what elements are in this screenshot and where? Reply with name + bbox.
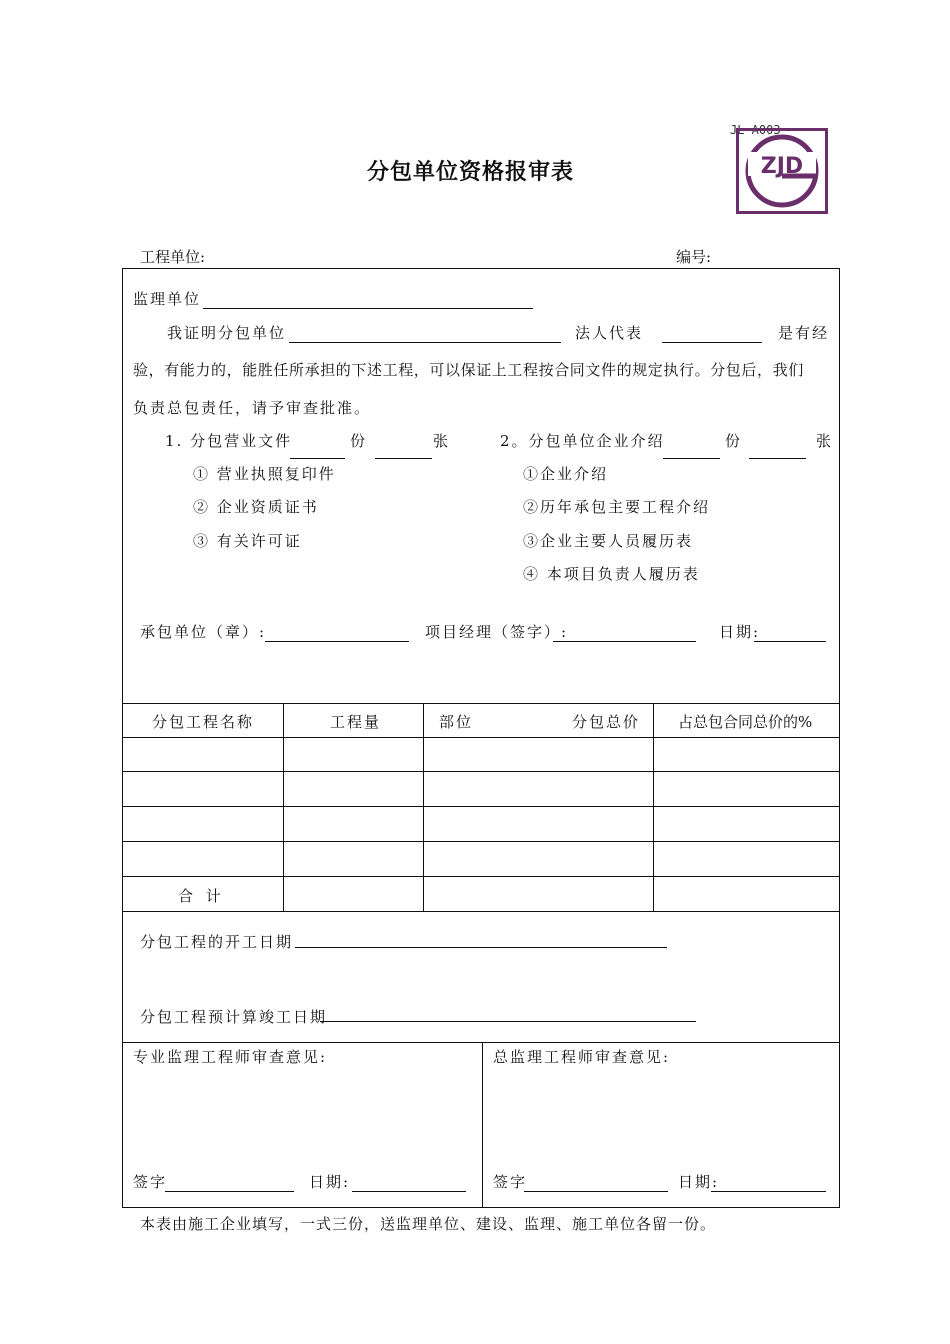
table-total-label: 合 计 (178, 887, 225, 905)
specialist-date-field[interactable] (352, 1191, 466, 1192)
item1-copies-unit: 份 (350, 432, 366, 450)
zjd-logo-icon (736, 128, 828, 214)
list-item: ③企业主要人员履历表 (523, 532, 694, 550)
certify-label: 我证明分包单位 (167, 324, 287, 342)
table-column-divider (423, 703, 424, 911)
project-unit-label: 工程单位: (140, 248, 206, 266)
item2-copies-unit: 份 (725, 432, 741, 450)
review-top-border (122, 1042, 840, 1043)
list-item: ①企业介绍 (523, 465, 609, 483)
paragraph-line-2: 验，有能力的，能胜任所承担的下述工程，可以保证上工程按合同文件的规定执行。分包后，我们 (133, 361, 804, 379)
page-title: 分包单位资格报审表 (367, 160, 575, 185)
item2-copies-field[interactable] (663, 458, 720, 459)
table-header-cell: 分包工程名称 (152, 713, 255, 731)
table-top-border (122, 703, 840, 704)
chief-date-field[interactable] (711, 1191, 826, 1192)
footnote: 本表由施工企业填写，一式三份，送监理单位、建设、监理、施工单位各留一份。 (140, 1215, 717, 1233)
contractor-seal-label: 承包单位（章）: (140, 623, 267, 641)
table-row-border (122, 771, 840, 772)
review-column-divider (482, 1042, 483, 1208)
contractor-seal-field[interactable] (265, 641, 409, 642)
specialist-sign-field[interactable] (165, 1191, 294, 1192)
table-header-bottom-border (122, 737, 840, 738)
legal-rep-field[interactable] (662, 342, 762, 343)
chief-date-label: 日期: (678, 1173, 720, 1191)
document-code: JL-A003 (730, 123, 781, 137)
chief-sign-label: 签字 (493, 1173, 528, 1191)
table-header-cell: 分包总价 (572, 713, 641, 731)
specialist-sign-label: 签字 (133, 1173, 168, 1191)
table-row-border (122, 806, 840, 807)
legal-rep-label: 法人代表 (575, 324, 644, 342)
table-row-border (122, 876, 840, 877)
end-date-field[interactable] (320, 1021, 696, 1022)
list-item: ① 营业执照复印件 (193, 465, 336, 483)
paragraph-line-3: 负责总包责任，请予审查批准。 (133, 399, 372, 417)
table-bottom-border (122, 911, 840, 912)
specialist-date-label: 日期: (309, 1173, 351, 1191)
table-row-border (122, 841, 840, 842)
item2-sheets-field[interactable] (749, 458, 806, 459)
supervision-unit-label: 监理单位 (133, 290, 202, 308)
end-date-label: 分包工程预计算竣工日期 (140, 1008, 328, 1026)
pm-sign-label: 项目经理（签字）: (425, 623, 569, 641)
table-header-cell: 工程量 (330, 713, 382, 731)
list-item: ② 企业资质证书 (193, 498, 319, 516)
item1-sheets-field[interactable] (375, 458, 432, 459)
chief-sign-field[interactable] (524, 1191, 668, 1192)
table-column-divider (653, 703, 654, 911)
item2-sheets-unit: 张 (816, 432, 832, 450)
table-header-cell: 部位 (439, 713, 474, 731)
list-item: ③ 有关许可证 (193, 532, 302, 550)
chief-review-label: 总监理工程师审查意见: (493, 1048, 671, 1066)
table-column-divider (283, 703, 284, 911)
serial-number-label: 编号: (676, 248, 712, 266)
item1-label: 1. 分包营业文件 (165, 432, 293, 450)
pm-sign-field[interactable] (553, 641, 696, 642)
list-item: ④ 本项目负责人履历表 (523, 565, 700, 583)
has-experience-text: 是有经 (778, 324, 830, 342)
supervision-unit-field[interactable] (203, 308, 533, 309)
list-item: ②历年承包主要工程介绍 (523, 498, 711, 516)
item1-sheets-unit: 张 (433, 432, 449, 450)
item1-copies-field[interactable] (290, 458, 345, 459)
start-date-label: 分包工程的开工日期 (140, 933, 294, 951)
specialist-review-label: 专业监理工程师审查意见: (133, 1048, 328, 1066)
start-date-field[interactable] (295, 947, 667, 948)
subcontractor-name-field[interactable] (289, 342, 561, 343)
table-header-cell: 占总包合同总价的% (678, 713, 813, 731)
svg-text:ZJD: ZJD (760, 154, 804, 179)
date-field[interactable] (754, 641, 826, 642)
date-label: 日期: (719, 623, 761, 641)
item2-label: 2。分包单位企业介绍 (500, 432, 665, 450)
